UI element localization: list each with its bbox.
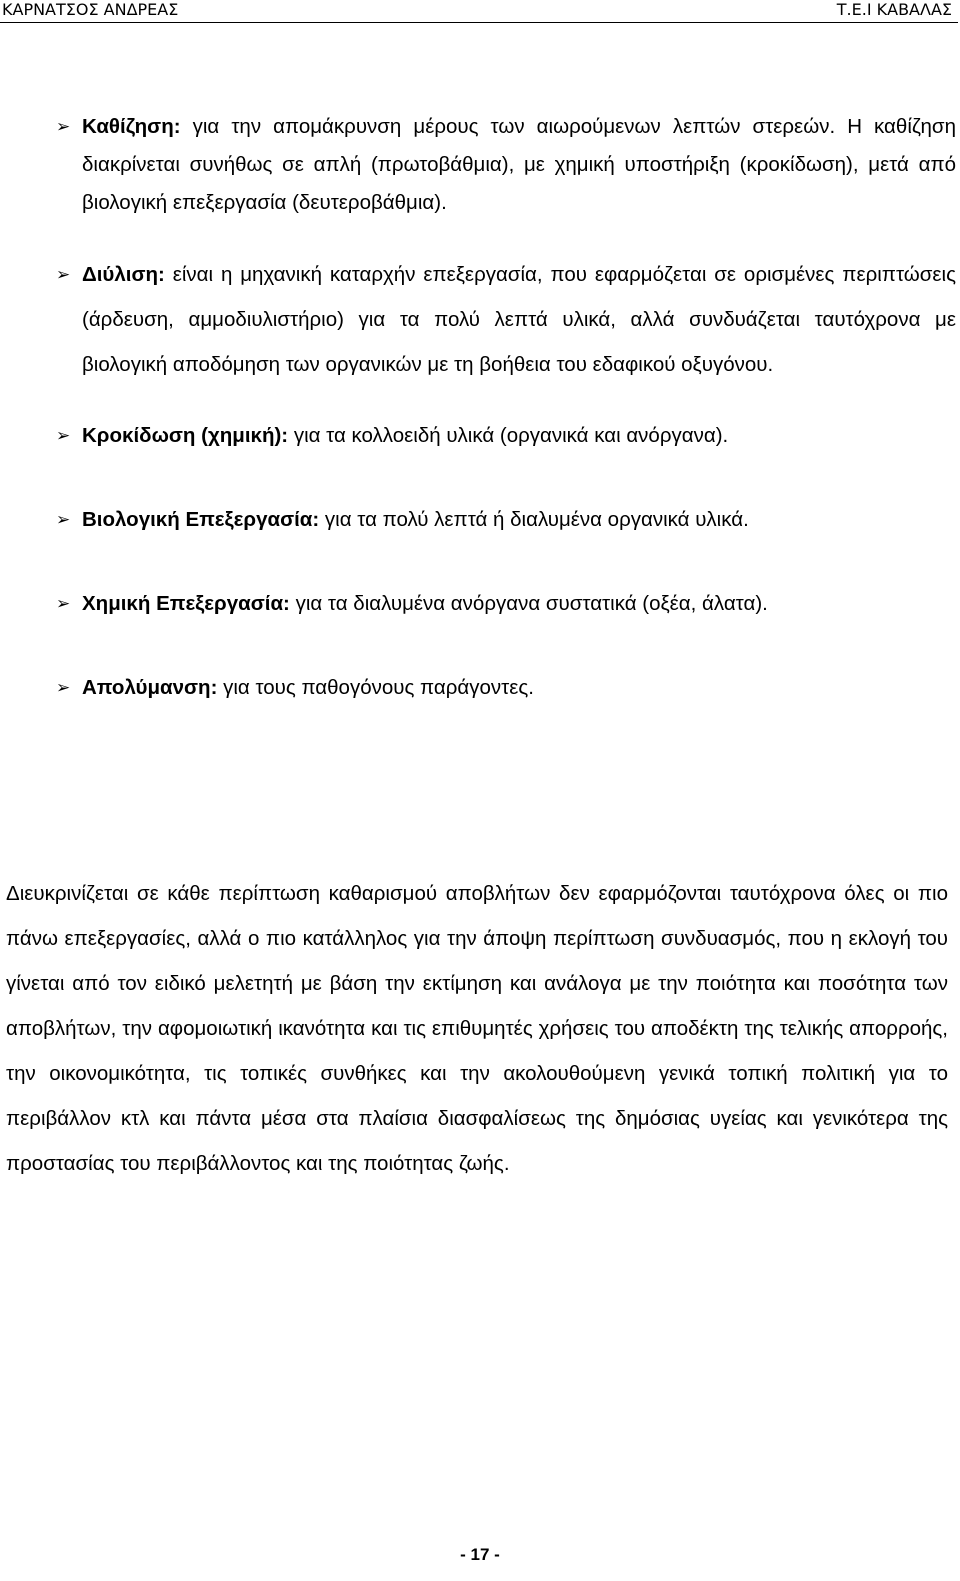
page-number: - 17 - <box>460 1545 500 1564</box>
bullet-term: Χημική Επεξεργασία: <box>82 592 290 615</box>
bullet-term: Καθίζηση: <box>82 115 181 138</box>
arrowhead-bullet-icon: ➢ <box>56 265 71 284</box>
bullet-item-sedimentation <box>56 108 956 222</box>
header-author: ΚΑΡΝΑΤΣΟΣ ΑΝΔΡΕΑΣ <box>2 0 179 19</box>
bullet-text: είναι η μηχανική καταρχήν επεξεργασία, που εφαρμόζεται σε ορισμένες περιπτώσεις (άρδευση, αμμοδιυλιστήριο) για τα πολύ λεπτά υλικά, αλλά συνδυάζεται ταυτόχρονα με βιολογική αποδόμηση των οργανικών με τη βοήθεια του εδαφικού οξυγόνου. <box>82 263 956 376</box>
bullet-text: για τα πολύ λεπτά ή διαλυμένα οργανικά υλικά. <box>319 508 749 531</box>
bullet-item-biological-treatment <box>56 501 956 539</box>
bullet-text: για τα διαλυμένα ανόργανα συστατικά (οξέα, άλατα). <box>289 592 768 615</box>
arrowhead-bullet-icon: ➢ <box>56 510 71 529</box>
bullet-item-flocculation <box>56 417 956 455</box>
arrowhead-bullet-icon: ➢ <box>56 594 71 613</box>
bullet-term: Βιολογική Επεξεργασία: <box>82 508 320 531</box>
arrowhead-bullet-icon: ➢ <box>56 117 71 136</box>
header-institution: Τ.Ε.Ι ΚΑΒΑΛΑΣ <box>836 0 952 19</box>
bullet-item-chemical-treatment <box>56 585 956 623</box>
bullet-item-filtration <box>56 252 956 387</box>
bullet-list <box>56 108 956 707</box>
page-header <box>0 0 958 23</box>
bullet-item-disinfection <box>56 669 956 707</box>
bullet-term: Απολύμανση: <box>82 676 218 699</box>
bullet-term: Διύλιση: <box>82 263 165 286</box>
bullet-text: για την απομάκρυνση μέρους των αιωρούμενων λεπτών στερεών. Η καθίζηση διακρίνεται συνήθως σε απλή (πρωτοβάθμια), με χημική υποστήριξη (κροκίδωση), μετά από βιολογική επεξεργασία (δευτεροβάθμια). <box>82 115 956 214</box>
bullet-text: για τα κολλοειδή υλικά (οργανικά και ανόργανα). <box>288 424 729 447</box>
arrowhead-bullet-icon: ➢ <box>56 678 71 697</box>
bullet-text: για τους παθογόνους παράγοντες. <box>217 676 534 699</box>
bullet-term: Κροκίδωση (χημική): <box>82 424 289 447</box>
arrowhead-bullet-icon: ➢ <box>56 426 71 445</box>
body-paragraph: Διευκρινίζεται σε κάθε περίπτωση καθαρισμού αποβλήτων δεν εφαρμόζονται ταυτόχρονα όλες οι πιο πάνω επεξεργασίες, αλλά ο πιο κατάλληλος για την άποψη περίπτωση συνδυασμός, που η εκλογή του γίνεται από τον ειδικό μελετητή με βάση την εκτίμηση και ανάλογα με την ποιότητα και ποσότητα των αποβλήτων, την αφομοιωτική ικανότητα και τις επιθυμητές χρήσεις του αποδέκτη της τελικής απορροής, την οικονομικότητα, τις τοπικές συνθήκες και την ακολουθούμενη γενικά τοπική πολιτική για το περιβάλλον κτλ και πάντα μέσα στα πλαίσια διασφαλίσεως της δημόσιας υγείας και γενικότερα της προστασίας του περιβάλλοντος και της ποιότητας ζωής. <box>6 881 948 1175</box>
